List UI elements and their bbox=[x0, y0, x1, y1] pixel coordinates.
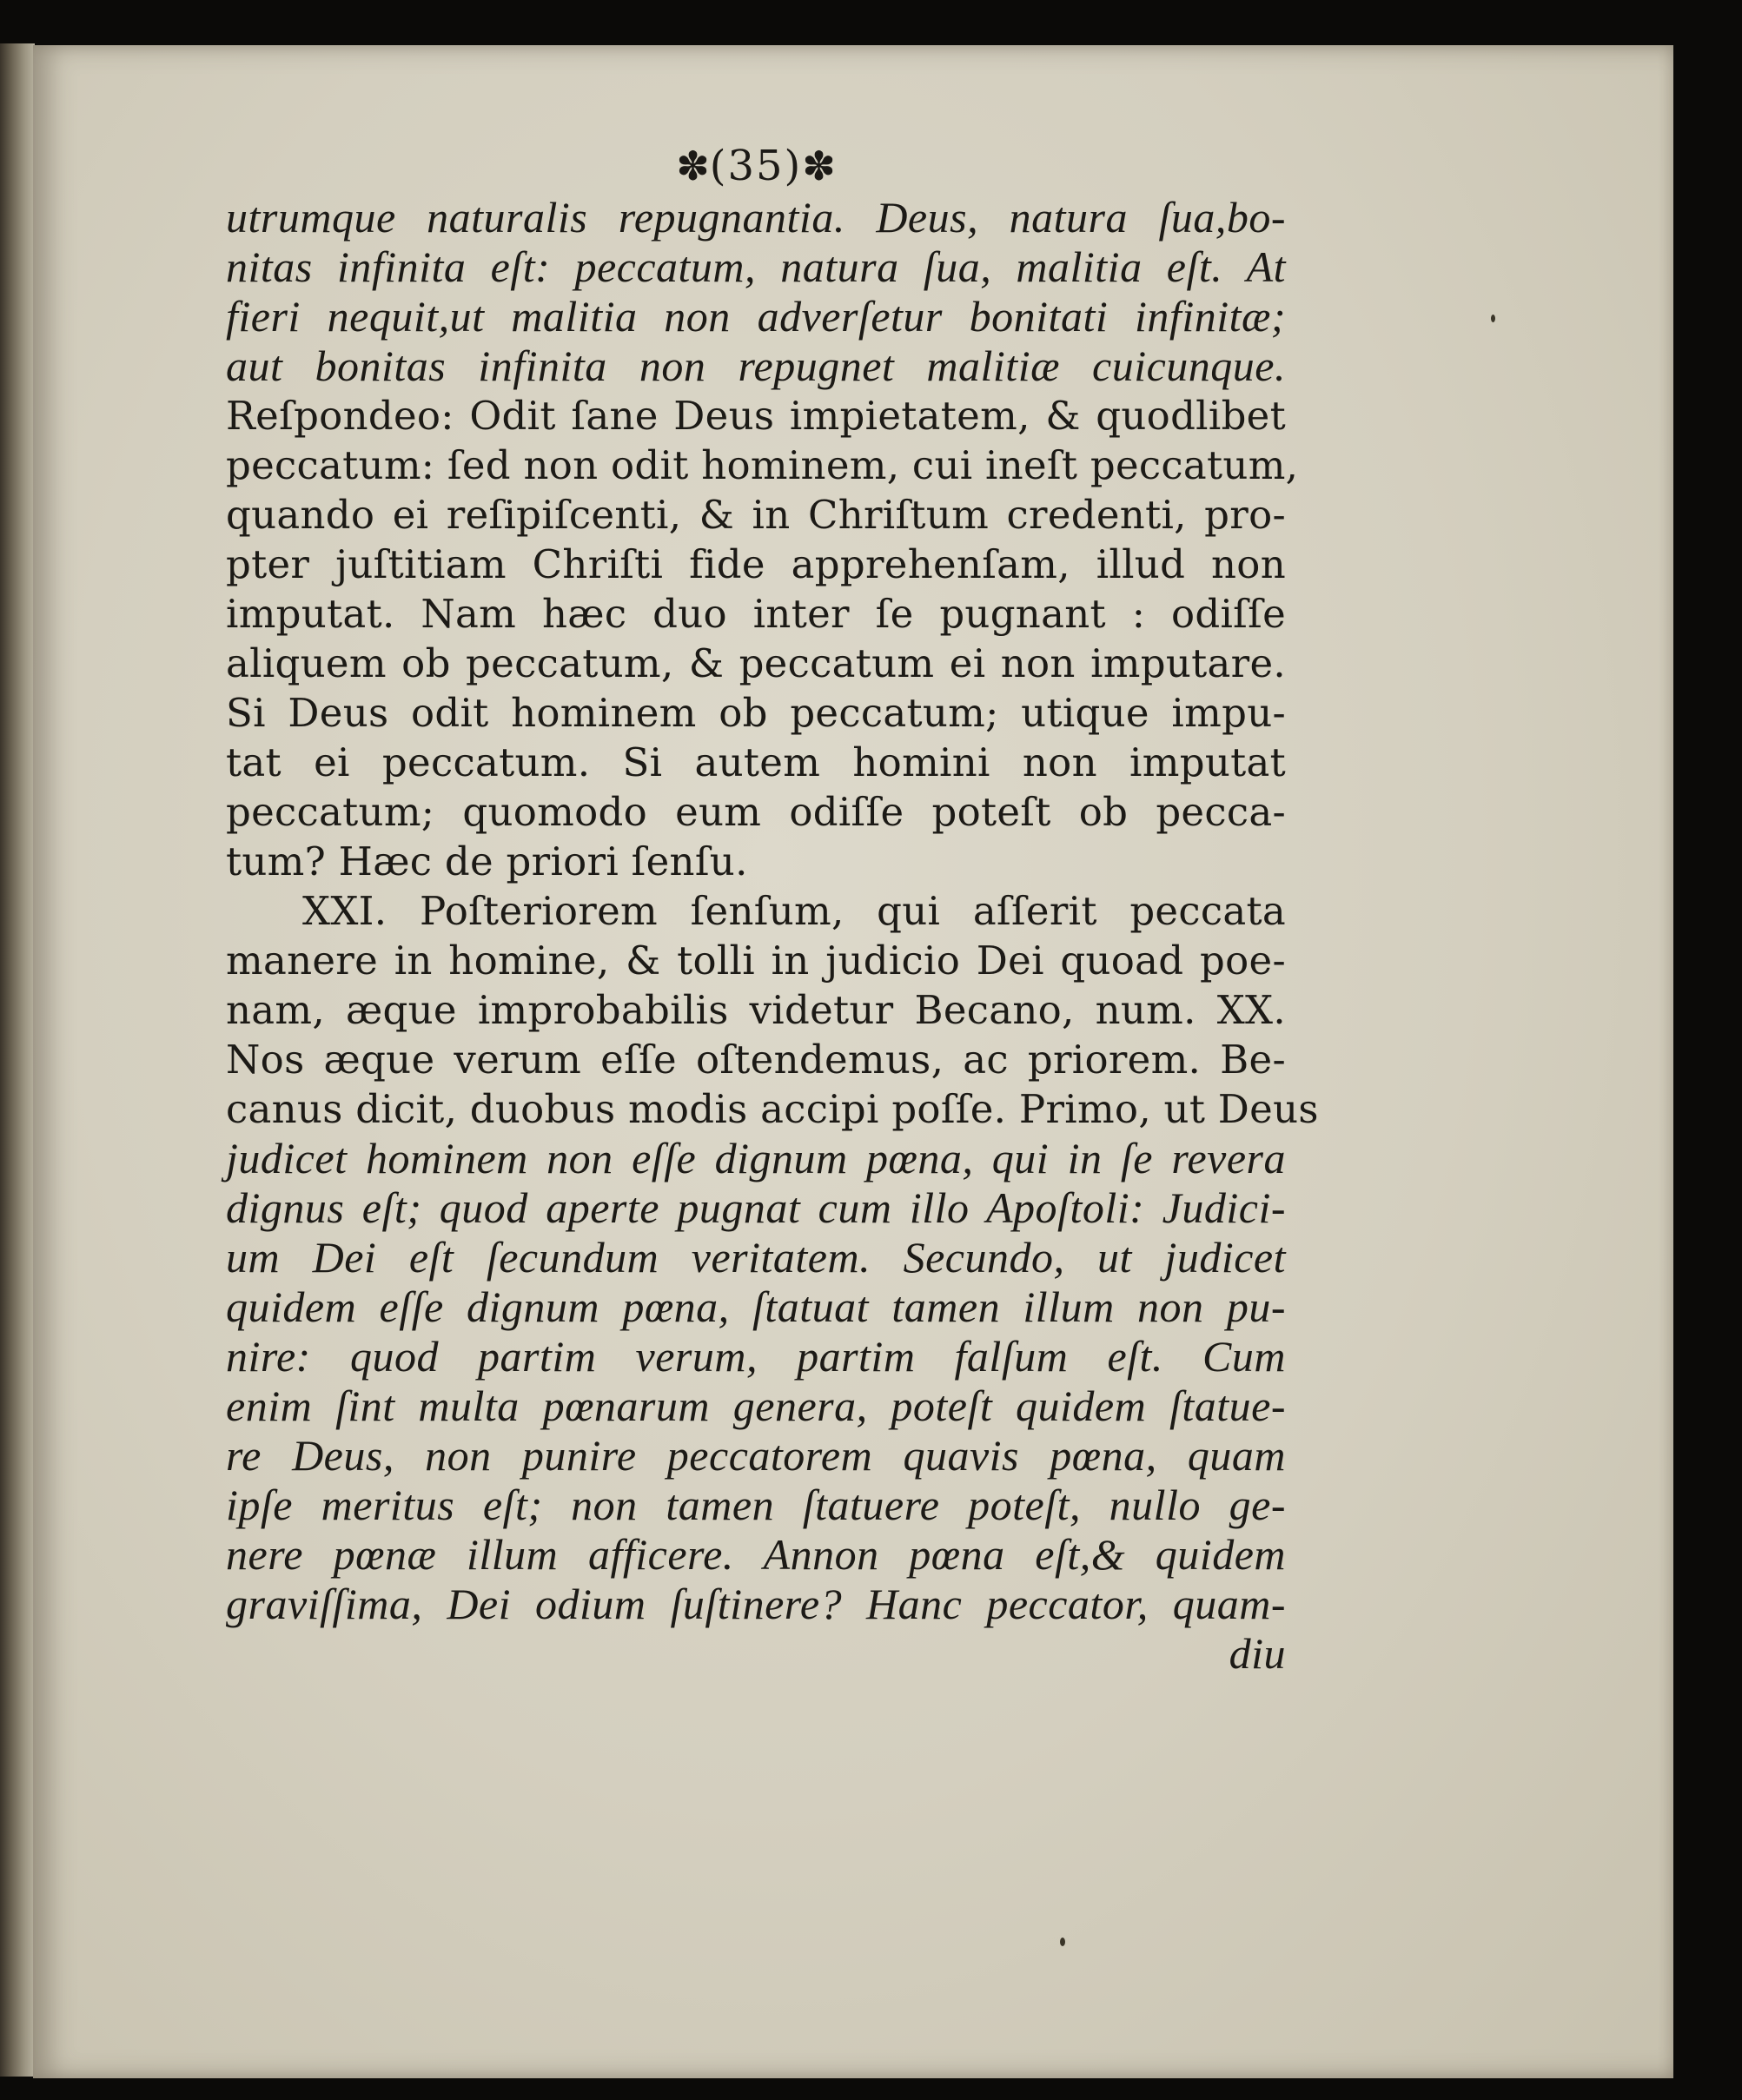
text-line: enim ſint multa pœnarum genera, poteſt quidem ſtatue- bbox=[226, 1381, 1286, 1430]
text-line: quando ei reſipiſcenti, & in Chriſtum credenti, pro- bbox=[226, 492, 1286, 538]
text-line: imputat. Nam hæc duo inter ſe pugnant : odiſſe bbox=[226, 591, 1286, 637]
text-line: canus dicit, duobus modis accipi poſſe. Primo, ut Deus bbox=[226, 1086, 1319, 1132]
text-line: aut bonitas infinita non repugnet malitiæ cuicunque. bbox=[226, 341, 1286, 390]
text-line: tat ei peccatum. Si autem homini non imputat bbox=[226, 739, 1286, 785]
text-line: dignus eſt; quod aperte pugnat cum illo Apoſtoli: Judici- bbox=[226, 1183, 1286, 1232]
text-line: utrumque naturalis repugnantia. Deus, natura ſua,bo- bbox=[226, 193, 1286, 242]
text-line: fieri nequit,ut malitia non adverſetur bonitati infinitæ; bbox=[226, 292, 1286, 341]
text-line: peccatum; quomodo eum odiſſe poteſt ob pecca- bbox=[226, 789, 1286, 835]
text-line: aliquem ob peccatum, & peccatum ei non imputare. bbox=[226, 640, 1286, 686]
book-page bbox=[33, 45, 1673, 2078]
section-heading-line: XXI. Poſteriorem ſenſum, qui aſſerit peccata bbox=[302, 888, 1286, 934]
text-line: ipſe meritus eſt; non tamen ſtatuere poteſt, nullo ge- bbox=[226, 1481, 1286, 1529]
text-line: nam, æque improbabilis videtur Becano, num. XX. bbox=[226, 987, 1286, 1033]
text-line: nitas infinita eſt: peccatum, natura ſua, malitia eſt. At bbox=[226, 242, 1286, 291]
text-line: um Dei eſt ſecundum veritatem. Secundo, ut judicet bbox=[226, 1233, 1286, 1282]
text-line: judicet hominem non eſſe dignum pœna, qui in ſe revera bbox=[226, 1134, 1286, 1182]
text-line: Si Deus odit hominem ob peccatum; utique impu- bbox=[226, 690, 1286, 736]
page-number: (35) bbox=[709, 141, 803, 190]
catchword: diu bbox=[1229, 1629, 1286, 1678]
text-line: peccatum: ſed non odit hominem, cui ineſt peccatum, bbox=[226, 442, 1299, 488]
book-spine bbox=[0, 43, 35, 2077]
text-line: Nos æque verum eſſe oſtendemus, ac priorem. Be- bbox=[226, 1037, 1286, 1083]
ink-speck bbox=[1060, 1938, 1065, 1946]
text-line: tum? Hæc de priori ſenſu. bbox=[226, 838, 748, 884]
ink-speck bbox=[1491, 315, 1495, 322]
text-line: nire: quod partim verum, partim falſum eſt. Cum bbox=[226, 1332, 1286, 1381]
text-line: quidem eſſe dignum pœna, ſtatuat tamen illum non pu- bbox=[226, 1282, 1286, 1331]
text-line: graviſſima, Dei odium ſuſtinere? Hanc peccator, quam- bbox=[226, 1580, 1286, 1628]
text-line: Reſpondeo: Odit ſane Deus impietatem, & quodlibet bbox=[226, 393, 1286, 439]
ornament-flower-icon: ✽ bbox=[676, 142, 710, 189]
ornament-flower-icon: ✽ bbox=[802, 142, 836, 189]
text-line: re Deus, non punire peccatorem quavis pœna, quam bbox=[226, 1431, 1286, 1480]
text-line: pter juſtitiam Chriſti fide apprehenſam, illud non bbox=[226, 541, 1286, 587]
page-header bbox=[226, 132, 1286, 193]
text-line: manere in homine, & tolli in judicio Dei quoad poe- bbox=[226, 937, 1286, 984]
text-column bbox=[226, 132, 1319, 1679]
text-line: nere pœnæ illum afficere. Annon pœna eſt,& quidem bbox=[226, 1530, 1286, 1579]
